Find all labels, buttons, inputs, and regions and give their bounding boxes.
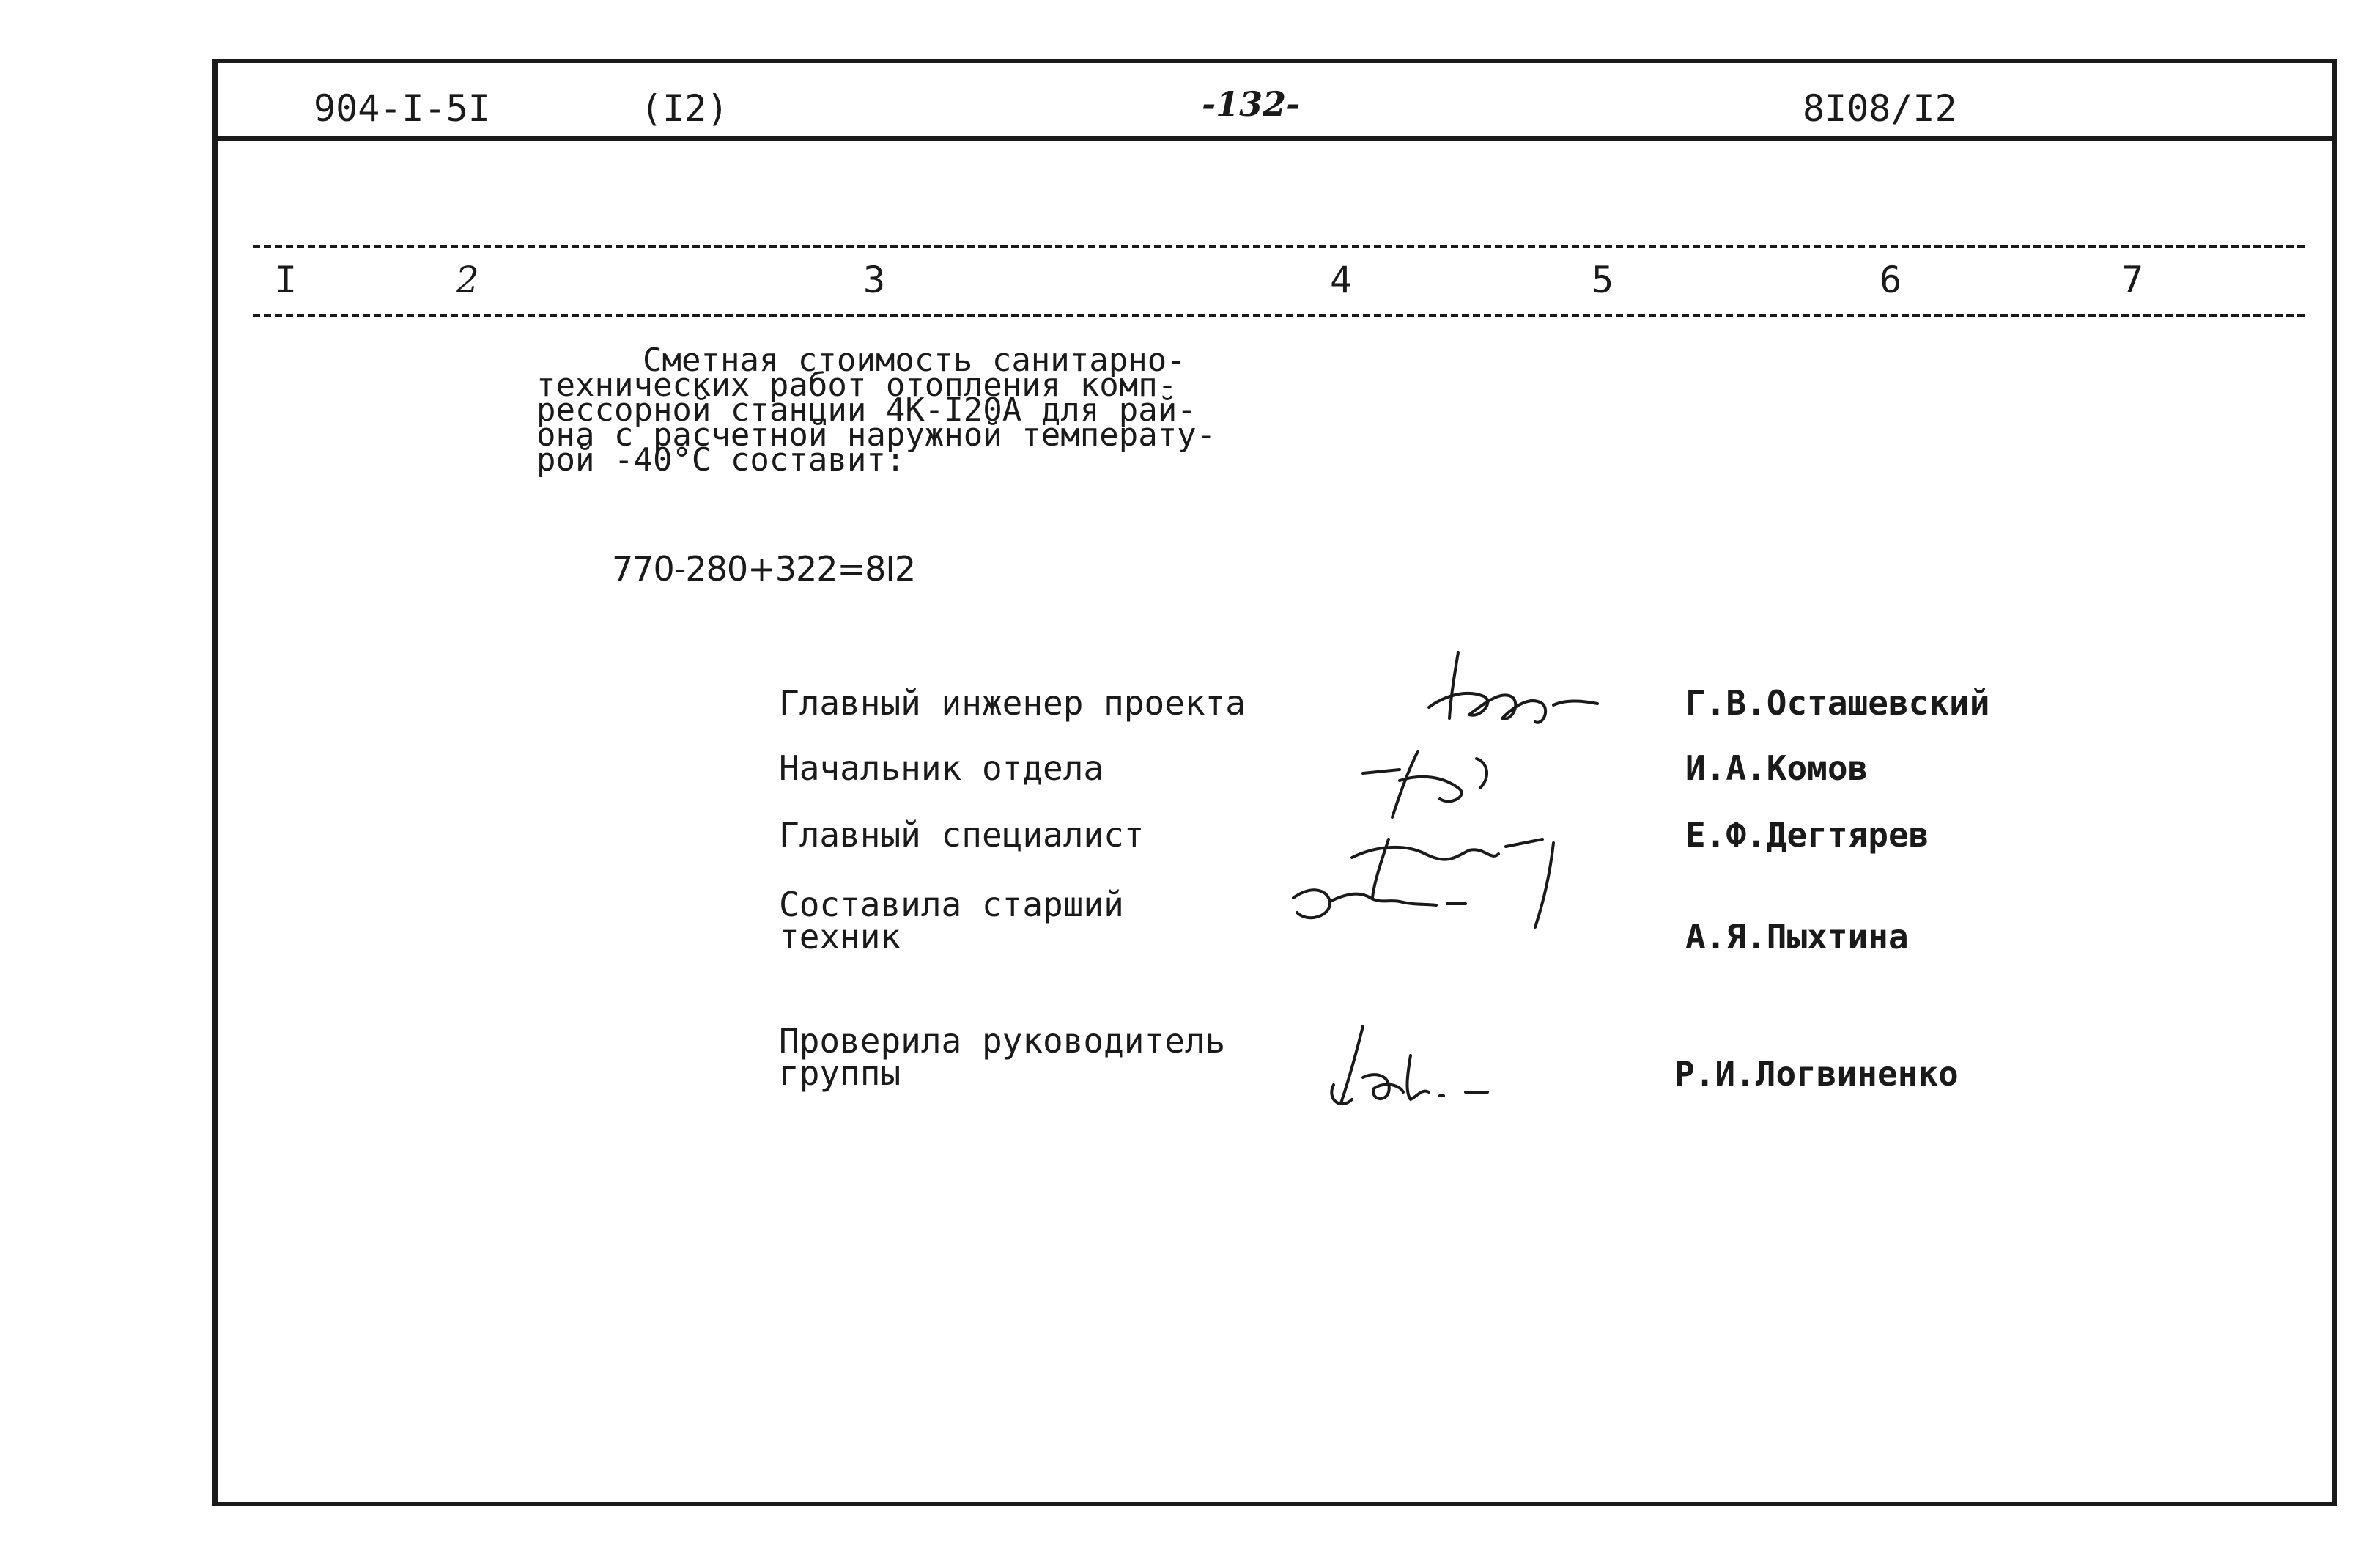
column-number-6: 6 [1880,259,1902,301]
document-frame [212,59,2338,1506]
column-number-5: 5 [1592,259,1614,301]
signatory-role-chief-engineer: Главный инженер проекта [779,683,1246,723]
signatory-role-department-head: Начальник отдела [779,748,1104,788]
handwritten-signature-icon [1319,1011,1509,1114]
handwritten-signature-icon [1279,817,1586,942]
cost-summary-text [536,342,1269,479]
column-number-7: 7 [2121,259,2144,301]
column-number-3: 3 [863,259,886,301]
signatory-name-chief-engineer: Г.В.Осташевский [1685,683,1990,723]
handwritten-signature-icon [1348,737,1539,825]
column-number-4: 4 [1330,259,1353,301]
signatory-name-group-leader: Р.И.Логвиненко [1674,1054,1959,1094]
column-header-bottom-rule [253,314,2305,317]
signatory-name-senior-technician: А.Я.Пыхтина [1685,917,1909,957]
signatory-role-senior-technician: Составила старший техник [779,885,1124,957]
column-header-top-rule [253,245,2305,248]
header-rule [212,136,2338,141]
cost-summary-paragraph: Сметная стоимость санитарно- технических работ отопления комп- рессорной станции 4К-I20А для рай- она с расчетной наружной температу- рой -40°С составит: [536,342,1216,479]
column-number-2: 2 [456,259,479,301]
column-number-1: I [275,259,298,301]
cost-formula: 770-280+322=8I2 [612,549,916,589]
album-number: (I2) [640,87,729,130]
signatory-name-department-head: И.А.Комов [1685,748,1869,788]
page-number: -132- [1202,84,1301,124]
signatory-role-chief-specialist: Главный специалист [779,815,1145,855]
signatory-role-group-leader: Проверила руководитель группы [779,1021,1226,1093]
doc-code: 904-I-5I [314,87,490,130]
sheet-code: 8I08/I2 [1803,87,1957,130]
handwritten-signature-icon [1414,645,1619,748]
signatory-name-chief-specialist: Е.Ф.Дегтярев [1685,815,1929,855]
